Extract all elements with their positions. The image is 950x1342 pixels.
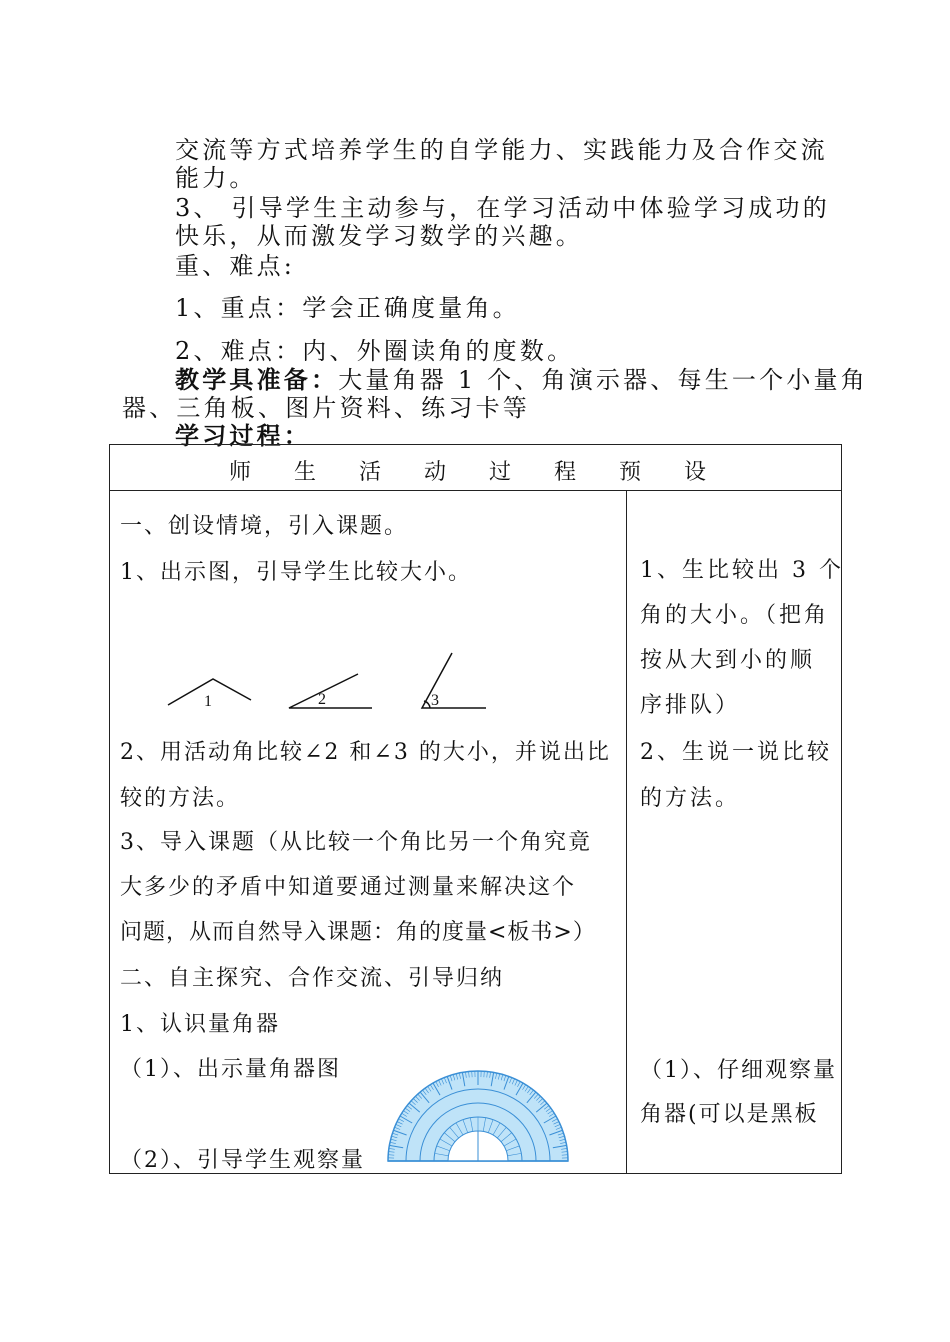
intro-line-4: 快乐，从而激发学习数学的兴趣。 — [175, 222, 583, 250]
angle-2-figure — [289, 674, 372, 708]
angle-3-label: 3 — [431, 692, 439, 709]
table-header: 师 生 活 动 过 程 预 设 — [229, 460, 724, 485]
right-row-1: 1、生比较出 3 个 — [640, 558, 844, 583]
right-row-6: 的方法。 — [640, 786, 741, 811]
right-row-3: 按从大到小的顺 — [640, 648, 816, 673]
left-row-2: 1、出示图，引导学生比较大小。 — [120, 560, 472, 585]
left-row-3: 2、用活动角比较∠2 和∠3 的大小，并说出比 — [120, 740, 611, 765]
left-row-1: 一、创设情境，引入课题。 — [120, 514, 409, 539]
left-row-9: 1、认识量角器 — [120, 1012, 280, 1037]
right-row-8: 角器(可以是黑板 — [640, 1102, 819, 1127]
right-row-5: 2、生说一说比较 — [640, 740, 832, 765]
intro-line-3: 3、 引导学生主动参与，在学习活动中体验学习成功的 — [175, 194, 830, 222]
protractor-image — [383, 1069, 573, 1165]
process-heading: 学习过程： — [175, 422, 311, 450]
left-row-10: （1）、出示量角器图 — [120, 1057, 341, 1082]
angle-2-label: 2 — [318, 691, 326, 708]
intro-line-1: 交流等方式培养学生的自学能力、实践能力及合作交流 — [175, 136, 828, 164]
difficult-point: 2、难点：内、外圈读角的度数。 — [175, 337, 575, 365]
intro-line-2: 能力。 — [175, 164, 257, 192]
left-row-5: 3、导入课题（从比较一个角比另一个角究竟 — [120, 830, 592, 855]
header-divider — [110, 490, 841, 491]
left-row-6: 大多少的矛盾中知道要通过测量来解决这个 — [120, 875, 577, 900]
right-row-4: 序排队） — [640, 693, 741, 718]
lesson-table — [109, 444, 842, 1174]
right-row-7: （1）、仔细观察量 — [640, 1058, 837, 1083]
angle-figures — [160, 645, 560, 725]
angle-1-label: 1 — [204, 693, 212, 710]
left-row-7: 问题，从而自然导入课题：角的度量<板书>） — [120, 920, 596, 945]
right-row-2: 角的大小。（把角 — [640, 603, 830, 628]
column-divider — [626, 490, 627, 1173]
preparation-label: 教学具准备： — [175, 366, 339, 394]
left-row-8: 二、自主探究、合作交流、引导归纳 — [120, 966, 505, 991]
left-row-11: （2）、引导学生观察量 — [120, 1148, 365, 1173]
key-points-heading: 重、难点: — [175, 252, 296, 280]
preparation-text-1: 大量角器 1 个、角演示器、每生一个小量角 — [338, 366, 868, 394]
left-row-4: 较的方法。 — [120, 786, 241, 811]
preparation-line-2: 器、三角板、图片资料、练习卡等 — [122, 394, 530, 422]
key-point: 1、重点：学会正确度量角。 — [175, 294, 520, 322]
